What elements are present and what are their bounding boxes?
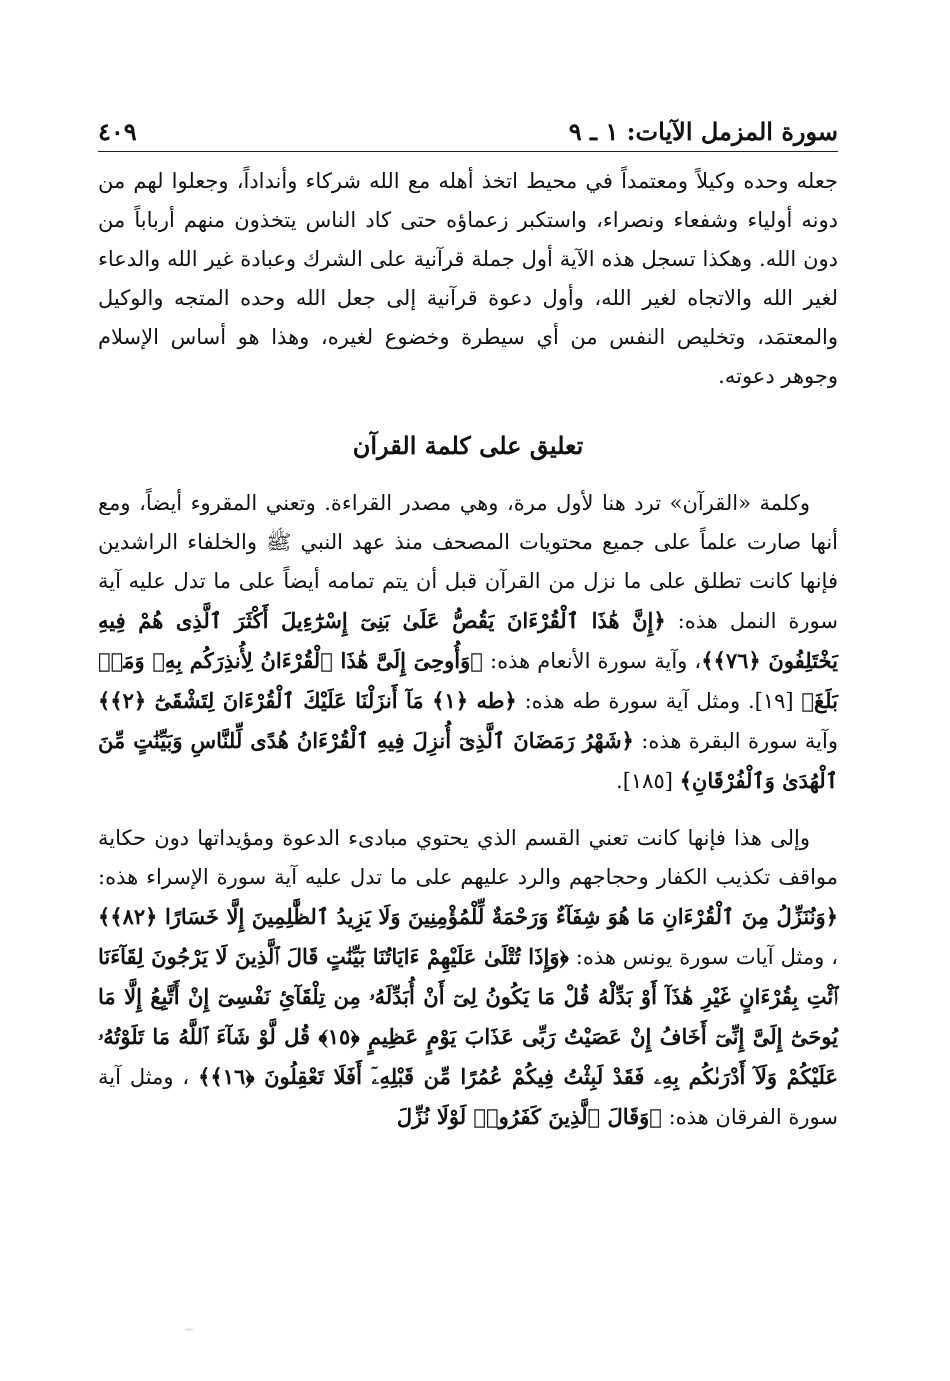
section-heading: تعليق على كلمة القرآن <box>352 431 584 460</box>
page-number: ٤٠٩ <box>98 117 137 146</box>
page-speck <box>184 1328 194 1331</box>
page-header <box>98 108 838 152</box>
paragraph-principles <box>98 819 838 1137</box>
verse-baqarah: ﴿شَهْرُ رَمَضَانَ ٱلَّذِىٓ أُنزِلَ فِيهِ ٱلْقُرْءَانُ هُدًى لِّلنَّاسِ وَبَيِّنَٰتٍ مِّنَ ٱلْهُدَىٰ وَٱلْفُرْقَانِ﴾ <box>98 728 838 793</box>
verse-isra: ﴿وَنُنَزِّلُ مِنَ ٱلْقُرْءَانِ مَا هُوَ شِفَآءٌ وَرَحْمَةٌ لِّلْمُؤْمِنِينَ وَلَا يَزِيدُ ٱلظَّٰلِمِينَ إِلَّا خَسَارًا ﴿٨٢﴾﴾ <box>98 904 838 929</box>
paragraph-text: وكلمة «القرآن» ترد هنا لأول مرة، وهي مصدر القراءة. وتعني المقروء أيضاً، ومع أنها صارت علماً على جميع محتويات المصحف منذ عهد النبي ﷺ والخلفاء الراشدين فإنها كانت تطلق على ما نزل من القرآن قبل أن يتم تمامه أيضاً على ما تدل عليه آية سورة النمل هذه: <box>98 491 838 633</box>
paragraph-text: وإلى هذا فإنها كانت تعني القسم الذي يحتوي مبادىء الدعوة ومؤيداتها دون حكاية مواقف تكذيب الكفار وحجاجهم والرد عليهم على ما تدل عليه آية سورة الإسراء هذه: <box>98 826 838 889</box>
paragraph-quran-word <box>98 484 838 801</box>
paragraph-text: [١٨٥]. <box>616 769 680 793</box>
paragraph-text: وآية سورة البقرة هذه: <box>633 729 838 753</box>
verse-furqan: ﴿وَقَالَ ٱلَّذِينَ كَفَرُوا۟ لَوْلَا نُزِّلَ <box>396 1104 662 1129</box>
page-body <box>98 162 838 1137</box>
verse-yunus: ﴿وَإِذَا تُتْلَىٰ عَلَيْهِمْ ءَايَاتُنَا بَيِّنَٰتٍ قَالَ ٱلَّذِينَ لَا يَرْجُونَ لِقَآءَنَا ٱئْتِ بِقُرْءَانٍ غَيْرِ هَٰذَآ أَوْ بَدِّلْهُ قُلْ مَا يَكُونُ لِىٓ أَنْ أُبَدِّلَهُۥ مِن تِلْقَآئِ نَفْسِىٓ إِنْ أَتَّبِعُ إِلَّا مَا يُوحَىٰٓ إِلَىَّ إِنِّىٓ أَخَافُ إِنْ عَصَيْتُ رَبِّى عَذَابَ يَوْمٍ عَظِيمٍ ﴿١٥﴾ قُل لَّوْ شَآءَ ٱللَّهُ مَا تَلَوْتُهُۥ عَلَيْكُمْ وَلَآ أَدْرَىٰكُم بِهِۦ فَقَدْ لَبِثْتُ فِيكُمْ عُمُرًا مِّن قَبْلِهِۦٓ أَفَلَا تَعْقِلُونَ ﴿١٦﴾﴾ <box>98 944 838 1089</box>
paragraph-text: ، ومثل آيات سورة يونس هذه: <box>568 945 838 969</box>
paragraph-text: ، ومثل آية سورة الفرقان هذه: <box>98 1065 838 1129</box>
paragraph-text: ، وآية سورة الأنعام هذه: <box>482 649 702 673</box>
running-title: سورة المزمل الآيات: ١ ـ ٩ <box>568 117 838 146</box>
paragraph-gap <box>98 801 838 819</box>
paragraph-text: [١٩]. ومثل آية سورة طه هذه: <box>516 689 802 713</box>
verse-naml: ﴿إِنَّ هَٰذَا ٱلْقُرْءَانَ يَقُصُّ عَلَىٰ بَنِىٓ إِسْرَٰٓءِيلَ أَكْثَرَ ٱلَّذِى هُمْ فِيهِ يَخْتَلِفُونَ ﴿٧٦﴾﴾ <box>98 608 838 673</box>
verse-anam: ﴿وَأُوحِىَ إِلَىَّ هَٰذَا ٱلْقُرْءَانُ لِأُنذِرَكُم بِهِۦ وَمَنۢ بَلَغَ﴾ <box>98 648 838 713</box>
verse-taha: ﴿طه ﴿١﴾ مَآ أَنزَلْنَا عَلَيْكَ ٱلْقُرْءَانَ لِتَشْقَىٰٓ ﴿٢﴾﴾ <box>98 688 517 713</box>
paragraph-continuation: جعله وحده وكيلاً ومعتمداً في محيط اتخذ أهله مع الله شركاء وأنداداً، وجعلوا لهم من دونه أولياء وشفعاء ونصراء، واستكبر زعماؤه حتى كاد الناس يتخذون منهم أرباباً من دون الله. وهكذا تسجل هذه الآية أول جملة قرآنية على الشرك وعبادة غير الله والدعاء لغير الله والاتجاه لغير الله، وأول دعوة قرآنية إلى جعل الله وحده المتجه والوكيل والمعتمَد، وتخليص النفس من أي سيطرة وخضوع لغيره، وهذا هو أساس الإسلام وجوهر دعوته. <box>98 169 838 388</box>
header-rule <box>98 151 838 152</box>
